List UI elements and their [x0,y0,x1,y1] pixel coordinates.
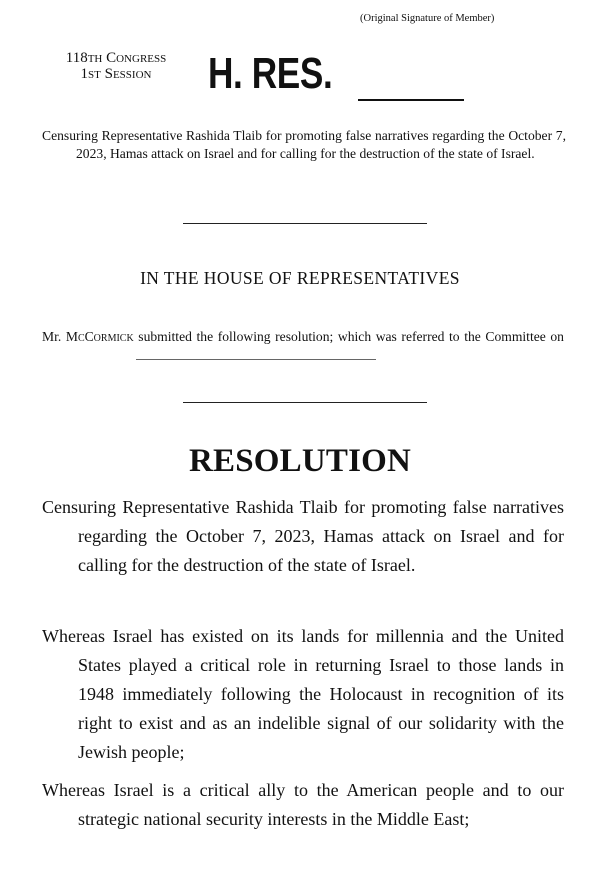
chamber-heading: IN THE HOUSE OF REPRESENTATIVES [140,268,460,288]
introduction-text: submitted the following resolution; which was referred to the Committee on [138,329,564,344]
introduction-statement [42,327,564,365]
sponsor-name: McCormick [65,329,134,344]
signature-caption: (Original Signature of Member) [360,13,495,24]
divider-bottom [183,402,427,403]
whereas-clause-2: Whereas Israel is a critical ally to the American people and to our strategic national security interests in the Middle East; [42,780,564,829]
divider-top [183,223,427,224]
resolution-heading: RESOLUTION [188,443,412,479]
congress-number: 118th Congress [65,50,167,66]
committee-blank [136,350,376,360]
bill-designation: H. RES. [208,49,333,98]
short-title: Censuring Representative Rashida Tlaib for promoting false narratives regarding the October 7, 2023, Hamas attack on Israel and for calling for the destruction of the state of Israel. [42,128,566,161]
congress-session [42,50,190,82]
sponsor-prefix: Mr. [42,329,62,344]
long-title: Censuring Representative Rashida Tlaib for promoting false narratives regarding the October 7, 2023, Hamas attack on Israel and for calling for the destruction of the state of Israel. [42,497,564,575]
bill-number-blank [358,99,464,101]
session-number: 1st Session [80,66,152,82]
whereas-clause-1: Whereas Israel has existed on its lands for millennia and the United States played a critical role in returning Israel to those lands in 1948 immediately following the Holocaust in recognition of its right to exist and as an indelible signal of our solidarity with the Jewish people; [42,626,564,762]
